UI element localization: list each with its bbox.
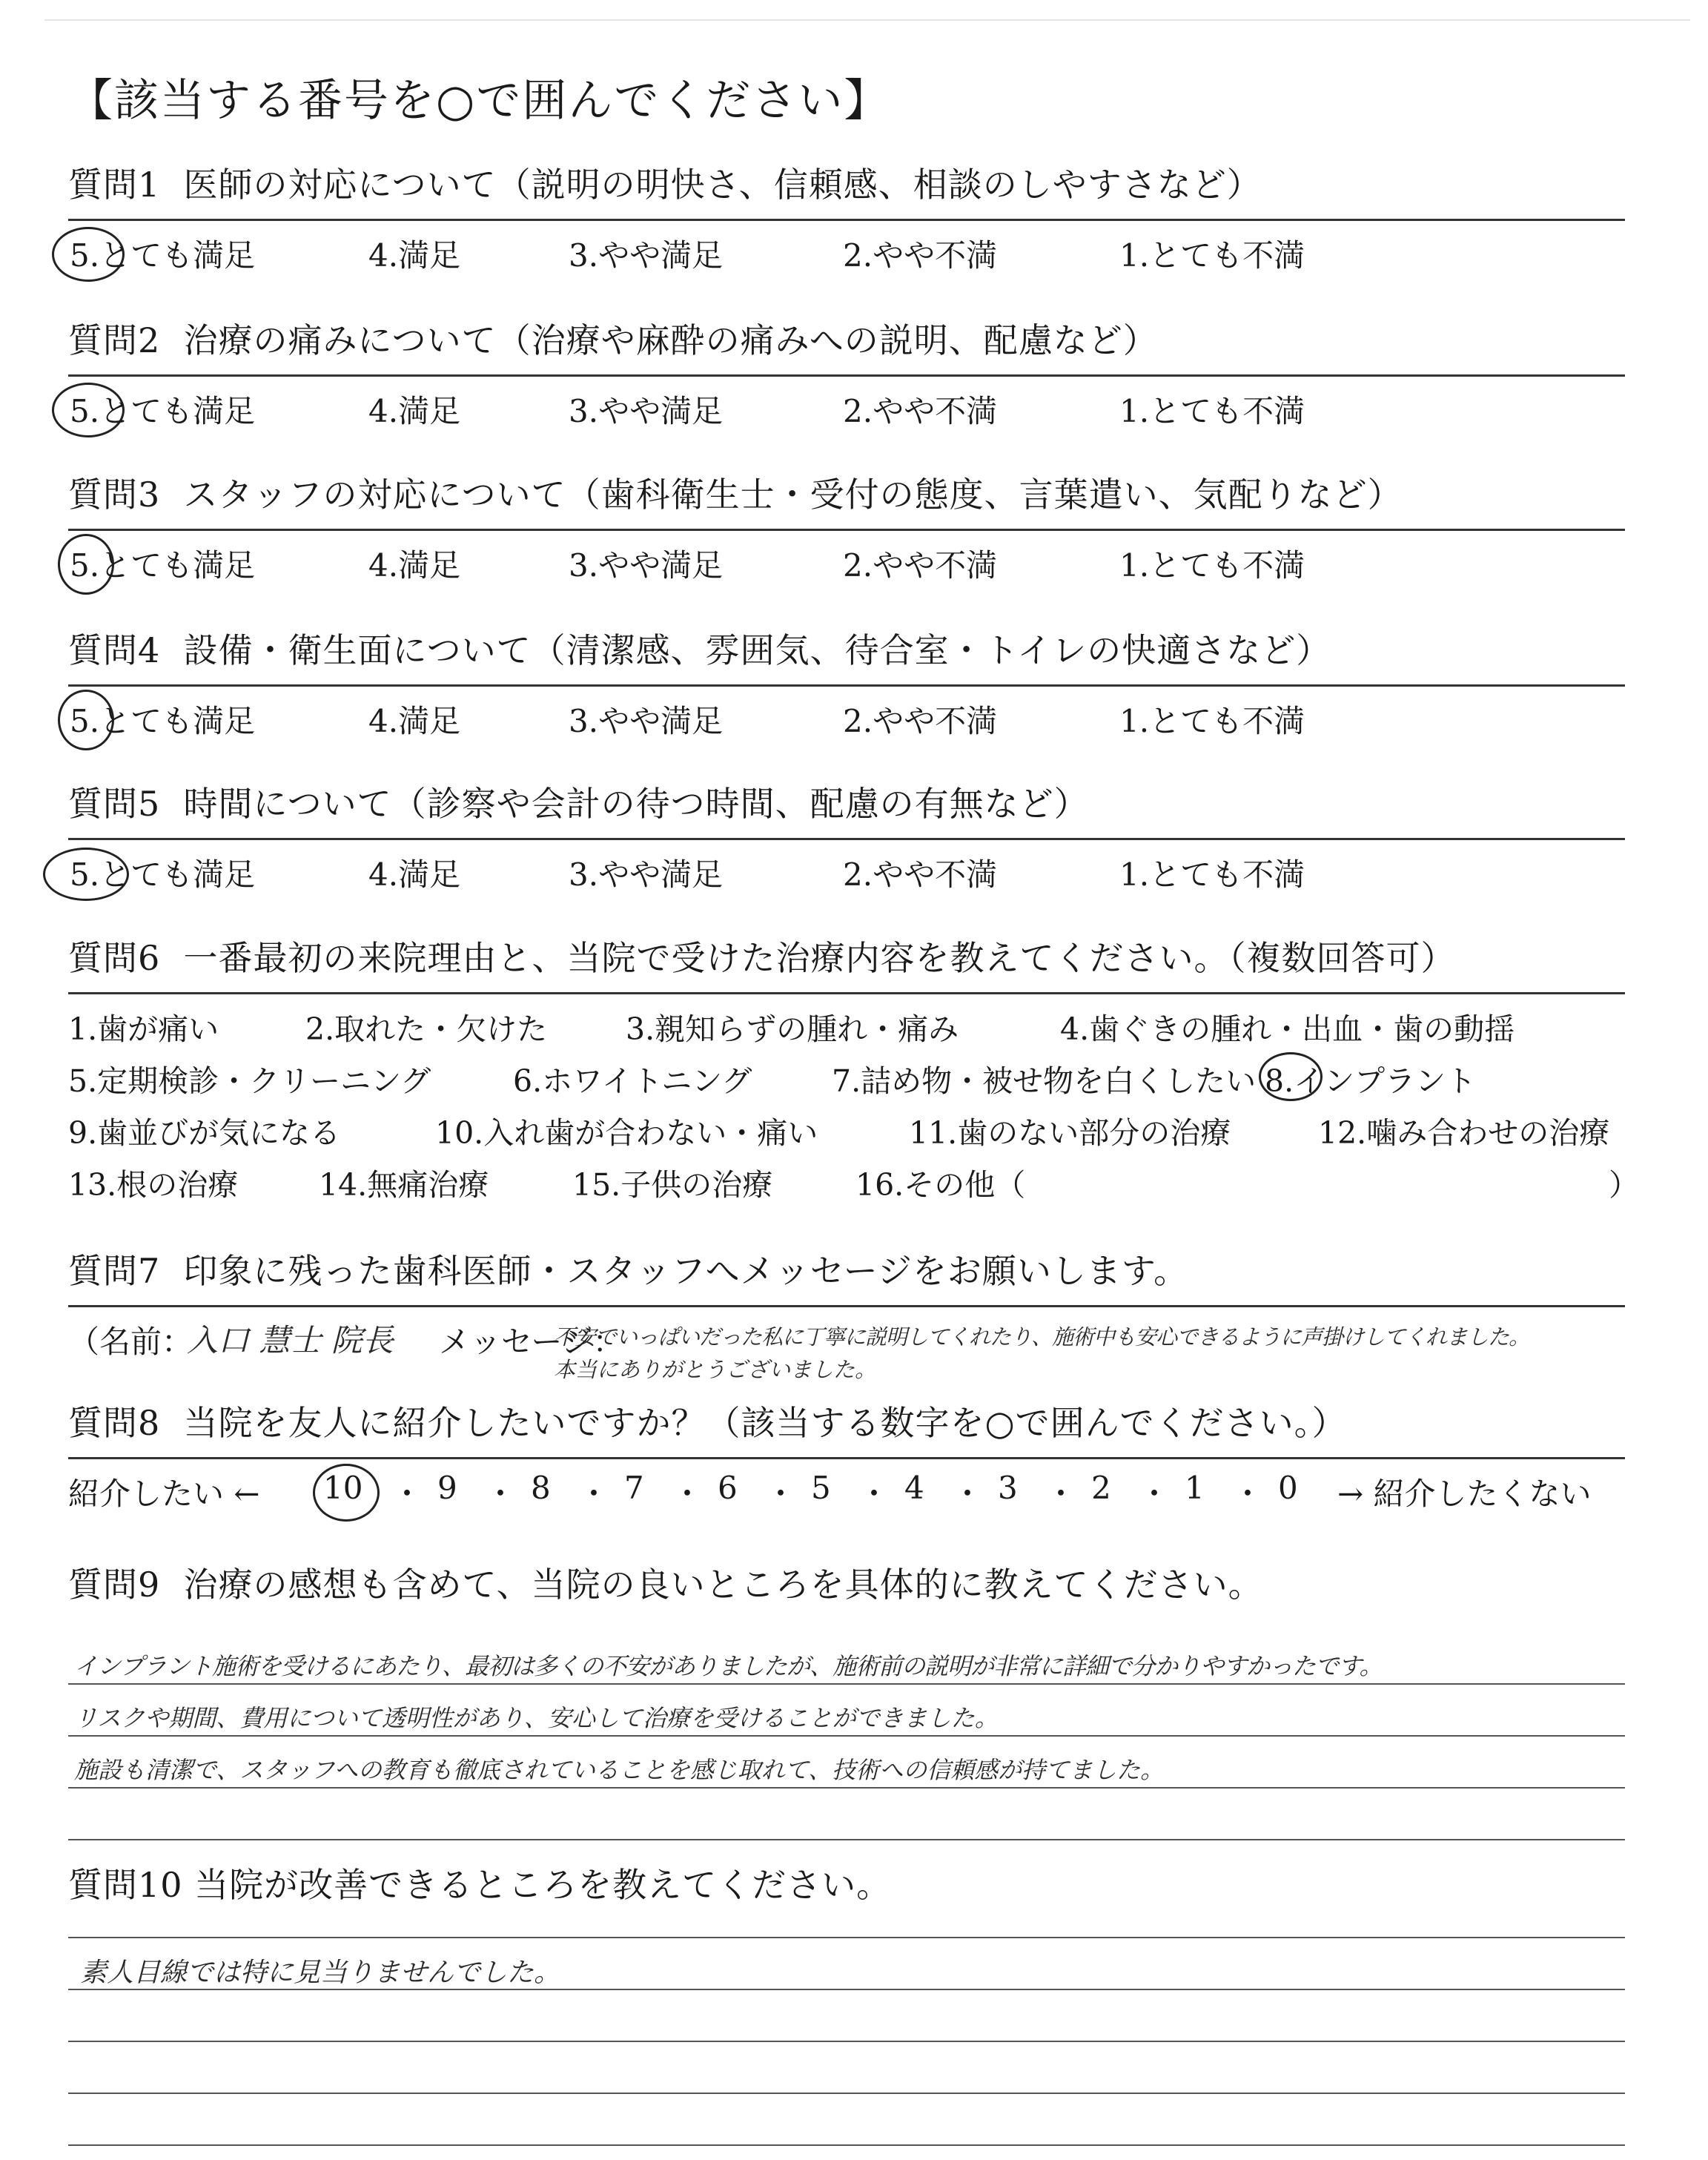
question-6 — [68, 933, 1639, 1209]
scale-5[interactable]: 5 — [811, 1470, 831, 1506]
question-9 — [68, 1553, 1625, 1613]
option-9[interactable]: 9.歯並びが気になる — [68, 1115, 341, 1151]
option-4[interactable]: 4.満足 — [368, 547, 461, 584]
option-2[interactable]: 2.やや不満 — [843, 703, 998, 739]
message-line-1[interactable]: 不安でいっぱいだった私に丁寧に説明してくれたり、施術中も安心できるように声掛けしてくれました。 — [554, 1324, 1530, 1350]
scale-dot: ・ — [672, 1476, 704, 1512]
name-label: （名前： — [68, 1324, 193, 1360]
answer-9-line-1[interactable]: インプラント施術を受けるにあたり、最初は多くの不安がありましたが、施術前の説明が非常に詳細で分かりやすかったです。 — [74, 1652, 1383, 1680]
message-label: メッセージ： — [439, 1324, 624, 1360]
question-9-header — [68, 1553, 1625, 1613]
scale-left-label: 紹介したい ← — [68, 1476, 260, 1512]
question-8 — [68, 1398, 1625, 1526]
option-4[interactable]: 4.満足 — [368, 393, 461, 429]
option-5[interactable]: 5.とても満足 — [70, 703, 256, 739]
scale-4[interactable]: 4 — [904, 1470, 924, 1506]
option-5[interactable]: 5.とても満足 — [70, 547, 256, 584]
question-5-options — [68, 840, 1625, 899]
question-2-header — [68, 315, 1625, 377]
option-4[interactable]: 4.満足 — [368, 856, 461, 893]
answer-9-line-3[interactable]: 施設も清潔で、スタッフへの教育も徹底されていることを感じ取れて、技術への信頼感が持てました。 — [74, 1756, 1165, 1784]
scale-9[interactable]: 9 — [437, 1470, 457, 1506]
question-2-label: 質問2 — [68, 320, 161, 360]
question-1 — [68, 159, 1625, 280]
option-3[interactable]: 3.やや満足 — [569, 237, 724, 274]
page-title: 【該当する番号を○で囲んでください】 — [68, 75, 890, 127]
option-1[interactable]: 1.とても不満 — [1119, 393, 1305, 429]
scale-8[interactable]: 8 — [531, 1470, 551, 1506]
question-7-answer — [68, 1307, 1625, 1396]
question-1-label: 質問1 — [68, 165, 161, 205]
question-10-text: 当院が改善できるところを教えてください。 — [194, 1865, 892, 1905]
question-8-text: 当院を友人に紹介したいですか？（該当する数字を○で囲んでください。） — [183, 1403, 1347, 1443]
scale-3[interactable]: 3 — [998, 1470, 1018, 1506]
question-1-header — [68, 159, 1625, 221]
option-2[interactable]: 2.やや不満 — [843, 856, 998, 893]
question-3 — [68, 469, 1625, 590]
option-8[interactable]: 8.インプラント — [1265, 1063, 1477, 1099]
scale-dot: ・ — [858, 1476, 890, 1512]
scale-2[interactable]: 2 — [1091, 1470, 1111, 1506]
answer-line — [68, 1683, 1625, 1685]
answer-line — [68, 1735, 1625, 1737]
option-4[interactable]: 4.満足 — [368, 703, 461, 739]
option-3[interactable]: 3.やや満足 — [569, 393, 724, 429]
answer-line — [68, 1787, 1625, 1789]
question-8-label: 質問8 — [68, 1403, 161, 1443]
option-5[interactable]: 5.とても満足 — [70, 856, 256, 893]
option-10[interactable]: 10.入れ歯が合わない・痛い — [435, 1115, 818, 1151]
question-10 — [68, 1854, 1625, 1913]
option-1[interactable]: 1.とても不満 — [1119, 703, 1305, 739]
answer-line — [68, 1839, 1625, 1840]
question-5-text: 時間について（診察や会計の待つ時間、配慮の有無など） — [183, 784, 1089, 824]
question-5-label: 質問5 — [68, 784, 161, 824]
question-8-header — [68, 1398, 1625, 1459]
option-2[interactable]: 2.やや不満 — [843, 547, 998, 584]
scale-7[interactable]: 7 — [624, 1470, 644, 1506]
question-2-text: 治療の痛みについて（治療や麻酔の痛みへの説明、配慮など） — [183, 320, 1158, 360]
option-1[interactable]: 1.とても不満 — [1119, 856, 1305, 893]
question-2 — [68, 315, 1625, 436]
question-3-label: 質問3 — [68, 475, 161, 515]
question-9-label: 質問9 — [68, 1565, 161, 1605]
option-3[interactable]: 3.やや満足 — [569, 547, 724, 584]
question-4-options — [68, 687, 1625, 746]
option-4[interactable]: 4.満足 — [368, 237, 461, 274]
question-3-options — [68, 531, 1625, 590]
scale-10[interactable]: 10 — [323, 1470, 363, 1506]
question-7-header — [68, 1246, 1625, 1307]
question-6-header — [68, 933, 1625, 994]
answer-line — [68, 2093, 1625, 2094]
scale-dot: ・ — [1232, 1476, 1264, 1512]
question-6-text: 一番最初の来院理由と、当院で受けた治療内容を教えてください。（複数回答可） — [183, 938, 1456, 978]
top-border — [44, 19, 1690, 21]
option-16-close: ） — [1609, 1167, 1639, 1203]
scale-dot: ・ — [578, 1476, 610, 1512]
answer-line — [68, 2041, 1625, 2042]
question-10-label: 質問10 — [68, 1865, 183, 1905]
option-3[interactable]: 3.やや満足 — [569, 856, 724, 893]
message-line-2[interactable]: 本当にありがとうございました。 — [554, 1357, 877, 1382]
question-6-options — [68, 994, 1639, 1209]
scale-dot: ・ — [765, 1476, 797, 1512]
option-2[interactable]: 2.やや不満 — [843, 237, 998, 274]
question-4 — [68, 625, 1625, 746]
answer-line — [68, 2144, 1625, 2146]
question-9-text: 治療の感想も含めて、当院の良いところを具体的に教えてください。 — [183, 1565, 1263, 1605]
question-7-label: 質問7 — [68, 1251, 161, 1291]
answer-line — [68, 1937, 1625, 1938]
option-3[interactable]: 3.親知らずの腫れ・痛み — [626, 1011, 959, 1047]
scale-dot: ・ — [1139, 1476, 1171, 1512]
answer-9-line-2[interactable]: リスクや期間、費用について透明性があり、安心して治療を受けることができました。 — [74, 1704, 999, 1732]
scale-dot: ・ — [1045, 1476, 1077, 1512]
option-15[interactable]: 15.子供の治療 — [572, 1167, 773, 1203]
question-4-header — [68, 625, 1625, 687]
question-7-text: 印象に残った歯科医師・スタッフへメッセージをお願いします。 — [183, 1251, 1189, 1291]
option-7[interactable]: 7.詰め物・被せ物を白くしたい — [832, 1063, 1257, 1099]
scale-dot: ・ — [485, 1476, 517, 1512]
question-1-text: 医師の対応について（説明の明快さ、信頼感、相談のしやすさなど） — [183, 165, 1262, 205]
option-5[interactable]: 5.とても満足 — [70, 237, 256, 274]
scale-dot: ・ — [391, 1476, 423, 1512]
option-5[interactable]: 5.定期検診・クリーニング — [68, 1063, 431, 1099]
option-16[interactable]: 16.その他（ — [855, 1167, 1026, 1203]
question-5-header — [68, 779, 1625, 840]
option-6[interactable]: 6.ホワイトニング — [513, 1063, 752, 1099]
scale-right-label: → 紹介したくない — [1337, 1476, 1592, 1512]
option-2[interactable]: 2.やや不満 — [843, 393, 998, 429]
question-4-text: 設備・衛生面について（清潔感、雰囲気、待合室・トイレの快適さなど） — [183, 630, 1331, 670]
option-12[interactable]: 12.噛み合わせの治療 — [1318, 1115, 1610, 1151]
name-value[interactable]: 入口 慧士 院長 — [187, 1322, 394, 1358]
scale-0[interactable]: 0 — [1278, 1470, 1298, 1506]
question-3-header — [68, 469, 1625, 531]
referral-scale — [68, 1459, 1625, 1526]
question-4-label: 質問4 — [68, 630, 161, 670]
option-1[interactable]: 1.歯が痛い — [68, 1011, 219, 1047]
question-7 — [68, 1246, 1625, 1396]
option-5[interactable]: 5.とても満足 — [70, 393, 256, 429]
question-3-text: スタッフの対応について（歯科衛生士・受付の態度、言葉遣い、気配りなど） — [183, 475, 1403, 515]
option-13[interactable]: 13.根の治療 — [68, 1167, 239, 1203]
question-6-label: 質問6 — [68, 938, 161, 978]
option-1[interactable]: 1.とても不満 — [1119, 547, 1305, 584]
question-5 — [68, 779, 1625, 899]
scale-dot: ・ — [952, 1476, 984, 1512]
answer-10-line-1[interactable]: 素人目線では特に見当りませんでした。 — [80, 1958, 561, 1988]
option-3[interactable]: 3.やや満足 — [569, 703, 724, 739]
scale-1[interactable]: 1 — [1185, 1470, 1205, 1506]
option-2[interactable]: 2.取れた・欠けた — [305, 1011, 548, 1047]
option-4[interactable]: 4.歯ぐきの腫れ・出血・歯の動揺 — [1060, 1011, 1515, 1047]
question-10-header — [68, 1854, 1625, 1913]
option-1[interactable]: 1.とても不満 — [1119, 237, 1305, 274]
option-14[interactable]: 14.無痛治療 — [319, 1167, 489, 1203]
option-11[interactable]: 11.歯のない部分の治療 — [909, 1115, 1231, 1151]
scale-6[interactable]: 6 — [718, 1470, 738, 1506]
question-1-options — [68, 221, 1625, 280]
question-2-options — [68, 377, 1625, 436]
